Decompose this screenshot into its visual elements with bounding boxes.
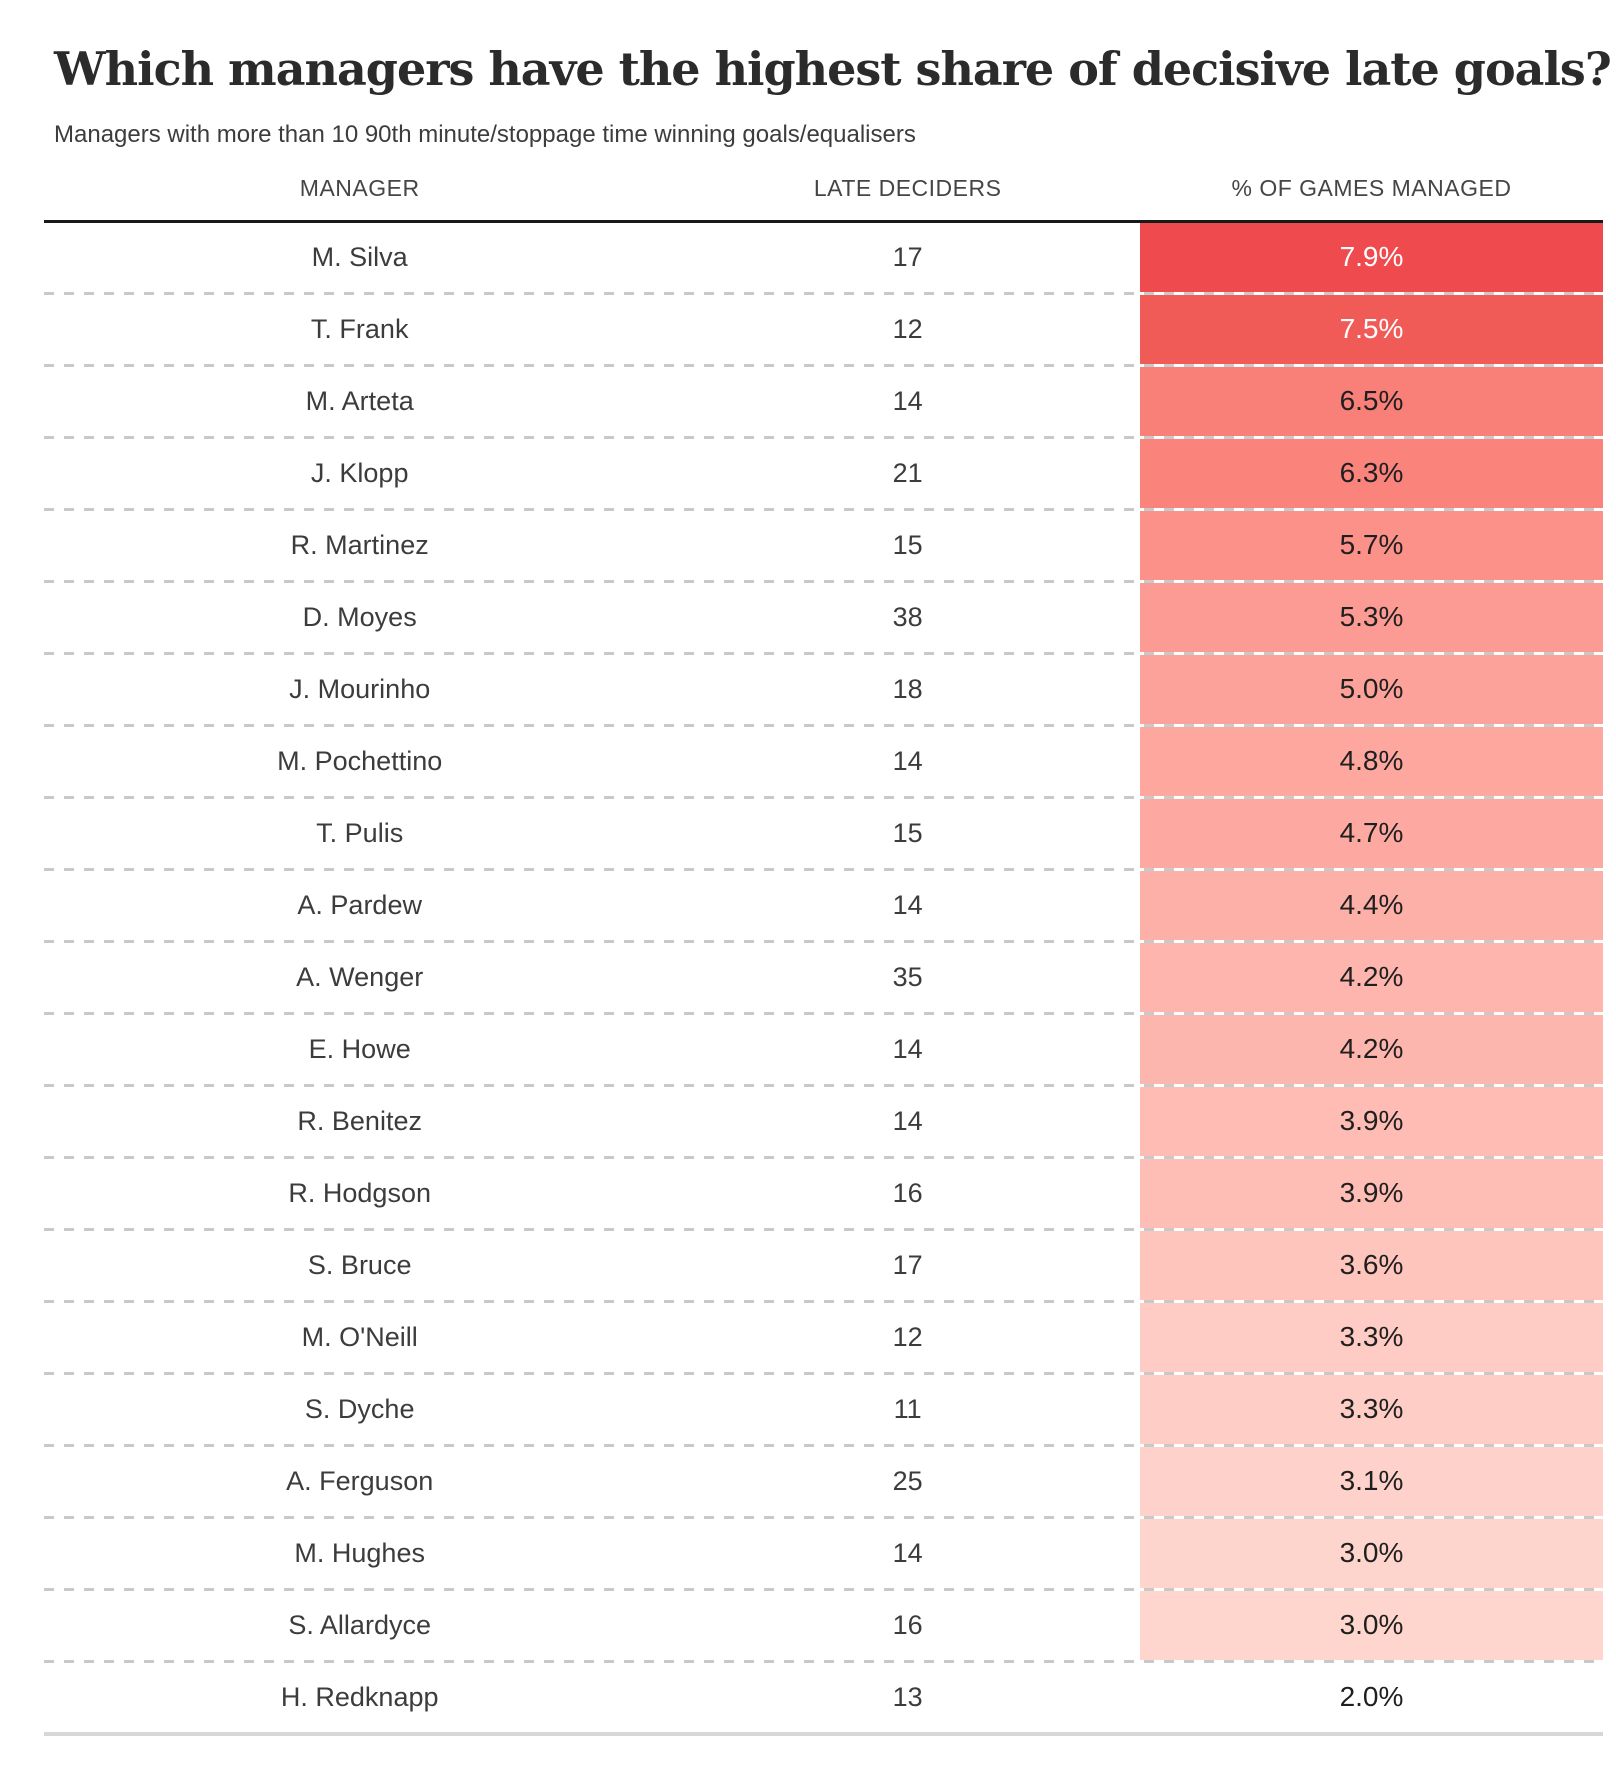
pct-games-managed-cell: 6.5% [1140, 367, 1603, 436]
manager-name-cell: J. Klopp [310, 457, 409, 488]
manager-name-cell: H. Redknapp [280, 1681, 439, 1712]
table-row [44, 655, 1603, 724]
table-row [44, 439, 1603, 508]
late-deciders-cell: 17 [892, 1249, 923, 1280]
manager-name-cell: R. Benitez [297, 1105, 422, 1136]
late-deciders-cell: 25 [892, 1465, 923, 1496]
pct-games-managed-cell: 4.4% [1140, 871, 1603, 940]
table-row [44, 1159, 1603, 1228]
late-deciders-cell: 16 [892, 1609, 923, 1640]
pct-games-managed-cell: 3.0% [1140, 1519, 1603, 1588]
manager-name-cell: A. Ferguson [286, 1465, 434, 1496]
late-deciders-cell: 12 [892, 1321, 923, 1352]
late-deciders-cell: 12 [892, 313, 923, 344]
late-deciders-cell: 14 [892, 1537, 923, 1568]
late-deciders-cell: 35 [892, 961, 923, 992]
late-deciders-cell: 21 [892, 457, 923, 488]
pct-games-managed-cell: 7.5% [1140, 295, 1603, 364]
manager-name-cell: A. Wenger [296, 961, 424, 992]
table-row [44, 1303, 1603, 1372]
late-deciders-cell: 15 [892, 529, 923, 560]
pct-games-managed-cell: 4.7% [1140, 799, 1603, 868]
table-row [44, 511, 1603, 580]
manager-name-cell: S. Allardyce [288, 1609, 431, 1640]
column-header-manager: MANAGER [299, 174, 420, 201]
manager-name-cell: M. Hughes [294, 1537, 425, 1568]
manager-name-cell: A. Pardew [297, 889, 422, 920]
column-header-late-deciders: LATE DECIDERS [813, 174, 1002, 201]
table-row [44, 1231, 1603, 1300]
manager-name-cell: R. Martinez [290, 529, 429, 560]
late-deciders-cell: 13 [892, 1681, 923, 1712]
manager-name-cell: T. Pulis [316, 817, 404, 848]
manager-name-cell: E. Howe [308, 1033, 411, 1064]
table-row [44, 799, 1603, 868]
pct-games-managed-cell: 3.9% [1140, 1087, 1603, 1156]
late-deciders-cell: 15 [892, 817, 923, 848]
table-row [44, 1591, 1603, 1660]
pct-games-managed-cell: 6.3% [1140, 439, 1603, 508]
column-header-pct-games-managed: % OF GAMES MANAGED [1231, 174, 1512, 201]
table-row [44, 1519, 1603, 1588]
pct-games-managed-cell: 4.2% [1140, 1015, 1603, 1084]
manager-name-cell: T. Frank [310, 313, 409, 344]
late-deciders-cell: 38 [892, 601, 923, 632]
table-row [44, 295, 1603, 364]
table-body [44, 223, 1603, 1732]
table-row [44, 1087, 1603, 1156]
table-header-row [44, 175, 1603, 223]
manager-name-cell: R. Hodgson [288, 1177, 431, 1208]
manager-name-cell: M. O'Neill [301, 1321, 418, 1352]
pct-games-managed-cell: 5.0% [1140, 655, 1603, 724]
late-deciders-cell: 14 [892, 1033, 923, 1064]
manager-name-cell: S. Dyche [304, 1393, 415, 1424]
late-deciders-cell: 14 [892, 889, 923, 920]
table-row [44, 367, 1603, 436]
pct-games-managed-cell: 4.2% [1140, 943, 1603, 1012]
table-row [44, 871, 1603, 940]
pct-games-managed-cell: 3.6% [1140, 1231, 1603, 1300]
table-row [44, 1015, 1603, 1084]
late-deciders-cell: 17 [892, 241, 923, 272]
manager-name-cell: J. Mourinho [289, 673, 431, 704]
pct-games-managed-cell: 5.3% [1140, 583, 1603, 652]
table-row [44, 583, 1603, 652]
managers-table [44, 175, 1603, 1736]
pct-games-managed-cell: 7.9% [1140, 223, 1603, 292]
late-deciders-cell: 14 [892, 1105, 923, 1136]
pct-games-managed-cell: 5.7% [1140, 511, 1603, 580]
pct-games-managed-cell: 3.1% [1140, 1447, 1603, 1516]
late-deciders-cell: 14 [892, 385, 923, 416]
late-deciders-cell: 11 [893, 1393, 922, 1424]
pct-games-managed-cell: 3.9% [1140, 1159, 1603, 1228]
manager-name-cell: S. Bruce [307, 1249, 412, 1280]
table-row [44, 1447, 1603, 1516]
manager-name-cell: M. Silva [311, 241, 408, 272]
table-bottom-rule [44, 1732, 1603, 1736]
table-row [44, 727, 1603, 796]
pct-games-managed-cell: 3.3% [1140, 1303, 1603, 1372]
pct-games-managed-cell: 3.3% [1140, 1375, 1603, 1444]
manager-name-cell: M. Pochettino [277, 745, 443, 776]
table-row [44, 223, 1603, 292]
table-row [44, 1663, 1603, 1732]
late-deciders-cell: 16 [892, 1177, 923, 1208]
late-deciders-cell: 18 [892, 673, 923, 704]
page-subtitle: Managers with more than 10 90th minute/stoppage time winning goals/equalisers [54, 120, 916, 148]
late-deciders-cell: 14 [892, 745, 923, 776]
pct-games-managed-cell: 2.0% [1339, 1681, 1404, 1713]
manager-name-cell: D. Moyes [302, 601, 417, 632]
page-title: Which managers have the highest share of decisive late goals? [54, 42, 1611, 96]
pct-games-managed-cell: 4.8% [1140, 727, 1603, 796]
table-row [44, 1375, 1603, 1444]
table-row [44, 943, 1603, 1012]
pct-games-managed-cell: 3.0% [1140, 1591, 1603, 1660]
manager-name-cell: M. Arteta [305, 385, 414, 416]
